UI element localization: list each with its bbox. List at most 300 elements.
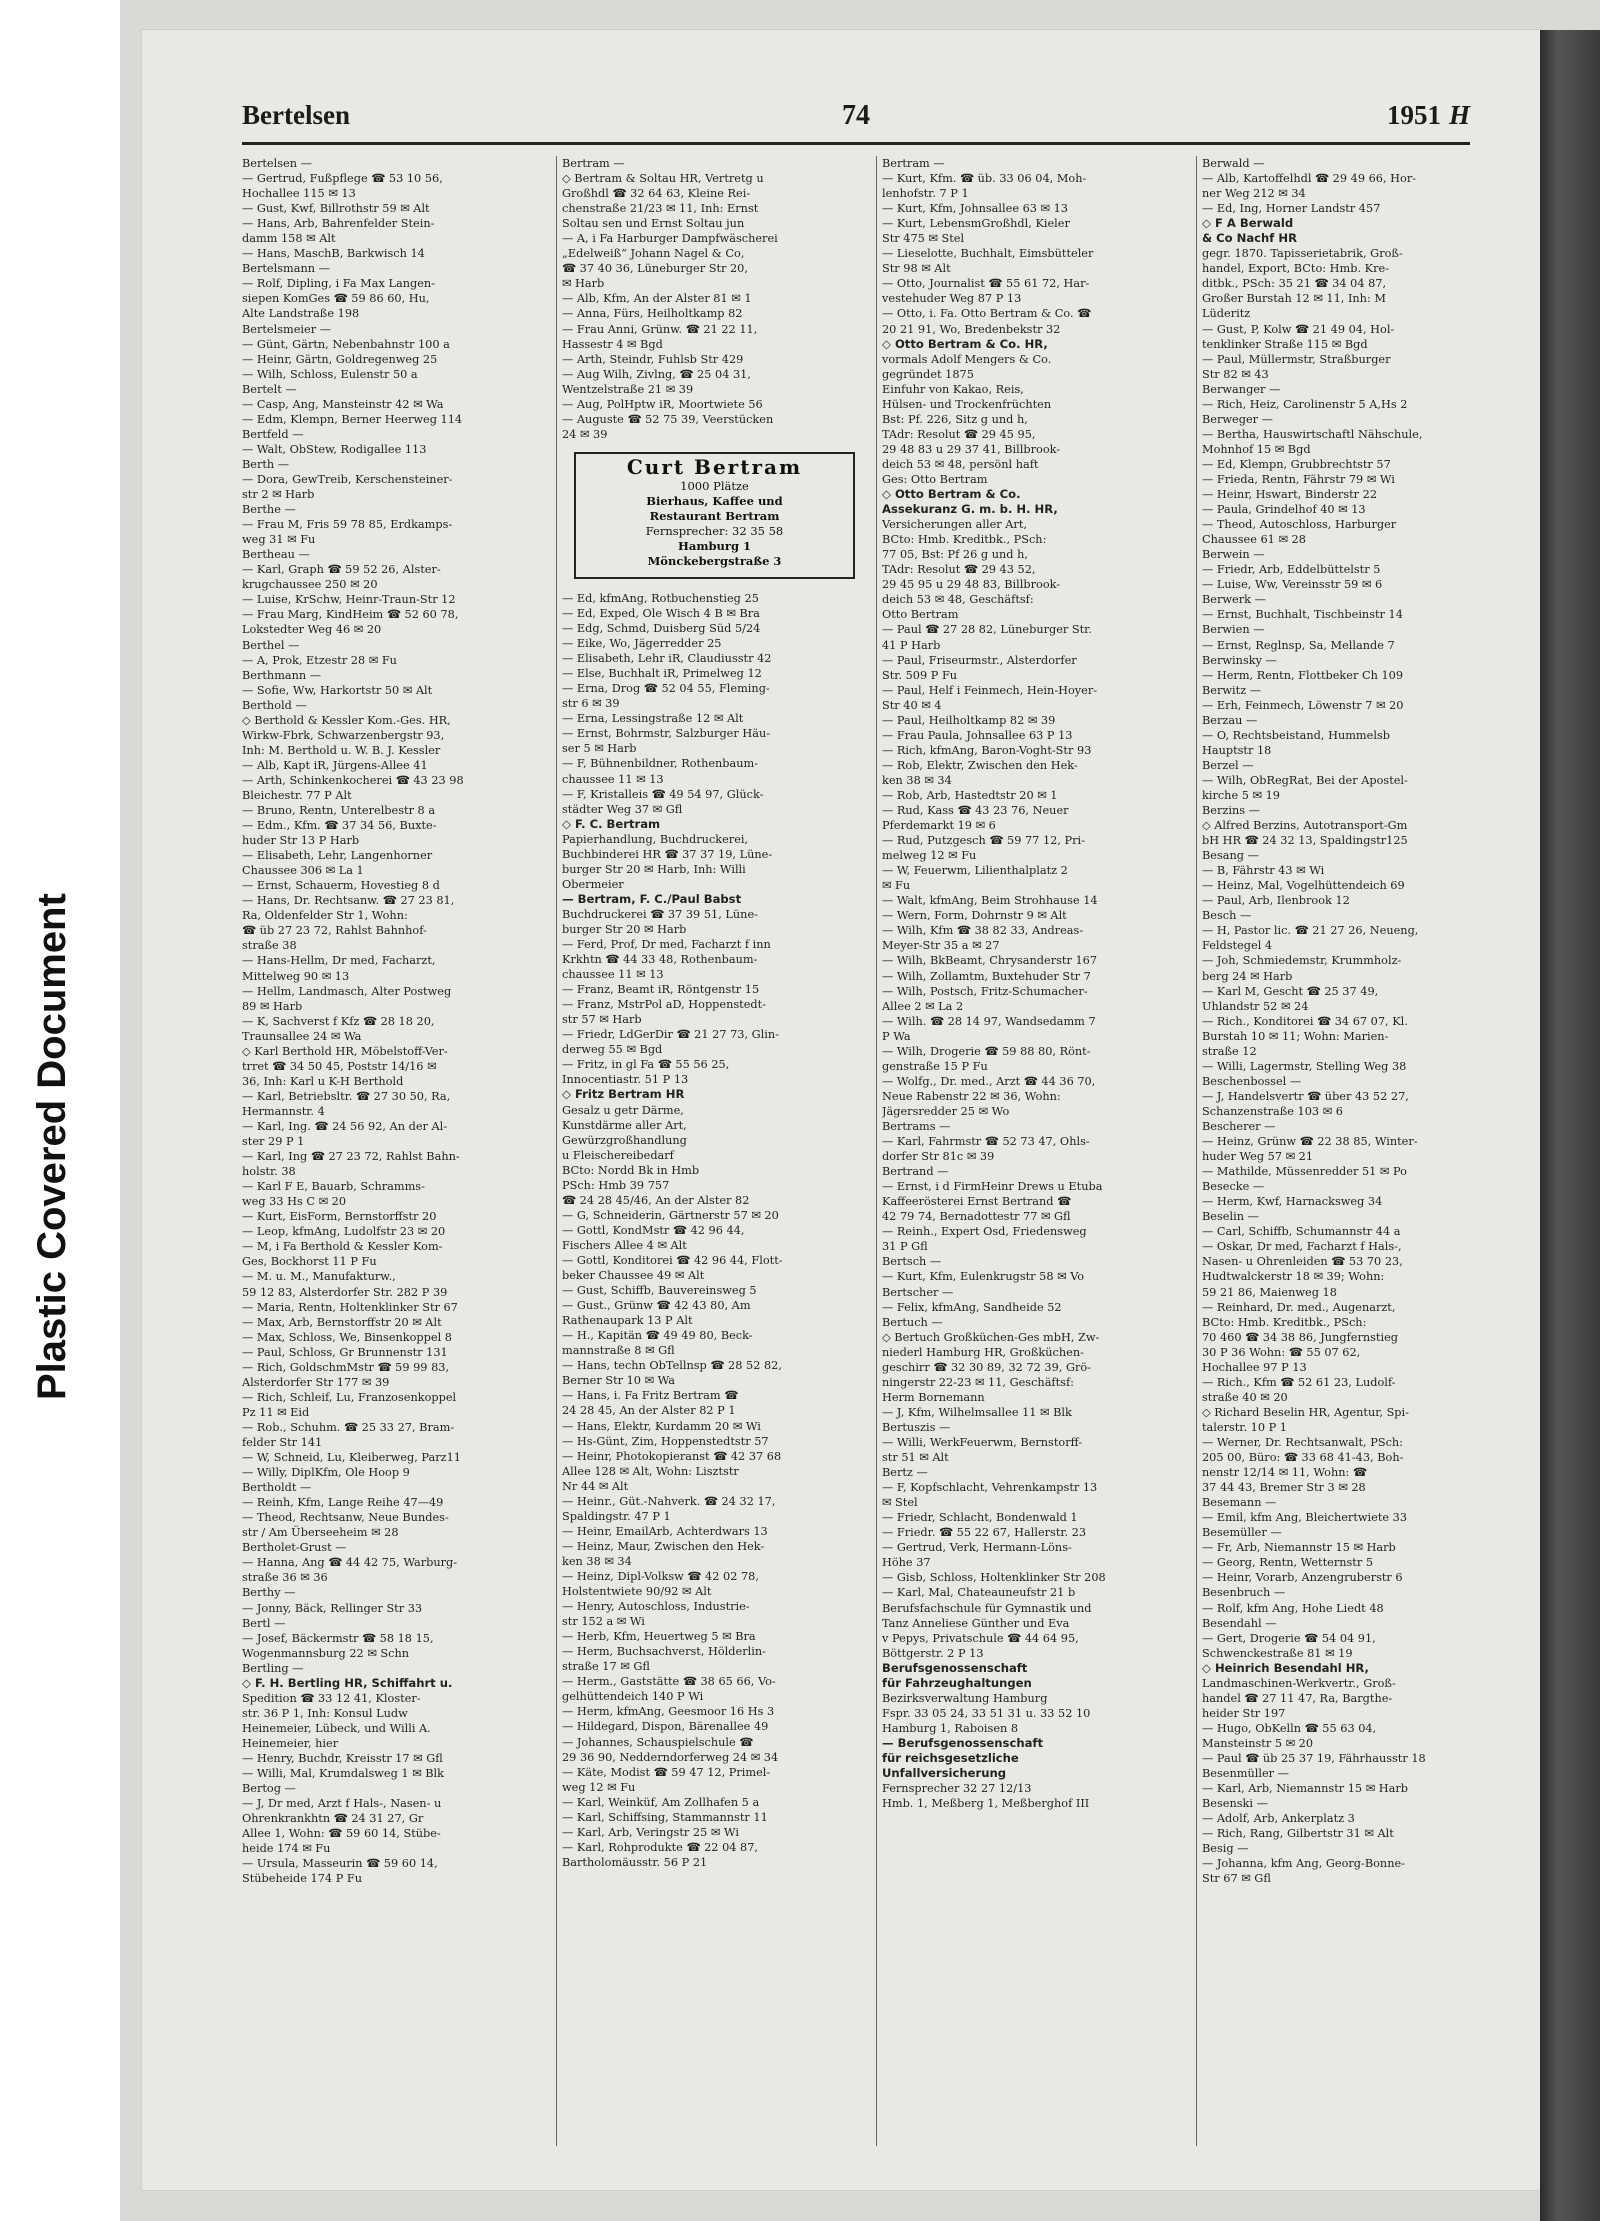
directory-entry-line: Bertog —	[242, 1782, 296, 1796]
directory-entry-line: Berthold —	[242, 698, 307, 712]
directory-entry-line: Heinemeier, hier	[242, 1736, 339, 1750]
directory-entry-line: — Friedr, LdGerDir ☎ 21 27 73, Glin-	[562, 1028, 779, 1042]
directory-entry-line: — Johannes, Schauspielschule ☎	[562, 1735, 754, 1749]
directory-entry-line: — Karl, Rohprodukte ☎ 22 04 87,	[562, 1840, 759, 1854]
year-text: 1951	[1386, 100, 1441, 130]
directory-entry-line: — Felix, kfmAng, Sandheide 52	[882, 1300, 1062, 1314]
directory-entry-line: — Franz, Beamt iR, Röntgenstr 15	[562, 983, 760, 997]
directory-entry-line: — Anna, Fürs, Heilholtkamp 82	[562, 307, 743, 321]
directory-entry-line: 29 36 90, Nedderndorferweg 24 ✉ 34	[562, 1750, 779, 1764]
directory-entry-line: Stübeheide 174 P Fu	[242, 1872, 363, 1886]
directory-entry-line: handel, Export, BCto: Hmb. Kre-	[1202, 262, 1389, 276]
directory-entry-line: ☎ 24 28 45/46, An der Alster 82	[562, 1193, 750, 1207]
directory-entry-line: mannstraße 8 ✉ Gfl	[562, 1344, 675, 1358]
directory-entry-line: 41 P Harb	[882, 638, 941, 652]
directory-entry-line: — Heinz, Dipl-Volksw ☎ 42 02 78,	[562, 1569, 759, 1583]
directory-entry-line: Besecke —	[1202, 1180, 1265, 1194]
directory-entry-line: — Karl, Ing. ☎ 24 56 92, An der Al-	[242, 1120, 448, 1133]
directory-entry-line: — Arth, Steindr, Fuhlsb Str 429	[562, 352, 744, 366]
directory-entry-line: — Günt, Gärtn, Nebenbahnstr 100 a	[242, 337, 450, 351]
directory-entry-line: Burstah 10 ✉ 11; Wohn: Marien-	[1202, 1029, 1389, 1043]
directory-entry-line: — Willi, WerkFeuerwm, Bernstorff-	[882, 1435, 1083, 1449]
directory-entry-line: Berthy —	[242, 1586, 296, 1600]
directory-entry-line: — Heinr, Vorarb, Anzengruberstr 6	[1202, 1571, 1403, 1585]
directory-entry-line: Chaussee 61 ✉ 28	[1202, 533, 1306, 547]
directory-entry-line: Berwitz —	[1202, 683, 1262, 697]
directory-entry-line: Bertelt —	[242, 382, 297, 396]
directory-entry-line: — Frau Paula, Johnsallee 63 P 13	[882, 728, 1073, 742]
directory-entry-line: Papierhandlung, Buchdruckerei,	[562, 832, 749, 846]
directory-entry-line: — Casp, Ang, Mansteinstr 42 ✉ Wa	[242, 397, 444, 411]
directory-entry-line: Besendahl —	[1202, 1616, 1277, 1630]
directory-entry-line: damm 158 ✉ Alt	[242, 232, 336, 246]
directory-entry-line: — Joh, Schmiedemstr, Krummholz-	[1202, 954, 1402, 968]
directory-entry-line: — K, Sachverst f Kfz ☎ 28 18 20,	[242, 1014, 435, 1028]
directory-entry-line: Berwerk —	[1202, 593, 1266, 607]
directory-entry-line: — Josef, Bäckermstr ☎ 58 18 15,	[242, 1631, 434, 1645]
directory-entry-line: — J, Dr med, Arzt f Hals-, Nasen- u	[242, 1797, 442, 1811]
directory-entry-line: — Max, Schloss, We, Binsenkoppel 8	[242, 1330, 452, 1344]
directory-entry-line: straße 17 ✉ Gfl	[562, 1660, 650, 1674]
directory-entry-line: — Ferd, Prof, Dr med, Facharzt f inn	[562, 938, 771, 952]
directory-entry-line: niederl Hamburg HR, Großküchen-	[882, 1345, 1084, 1359]
directory-entry-line: Hauptstr 18	[1202, 743, 1272, 757]
directory-entry-line: Alsterdorfer Str 177 ✉ 39	[242, 1375, 390, 1389]
directory-entry-line: — Frau Anni, Grünw. ☎ 21 22 11,	[562, 322, 758, 336]
directory-entry-line: — Heinz, Mal, Vogelhüttendeich 69	[1202, 879, 1405, 893]
directory-entry-line: — Gisb, Schloss, Holtenklinker Str 208	[882, 1571, 1106, 1585]
directory-entry-line: — Karl, Graph ☎ 59 52 26, Alster-	[242, 563, 441, 577]
directory-entry-line: — Henry, Buchdr, Kreisstr 17 ✉ Gfl	[242, 1751, 443, 1765]
directory-entry-line: — Paul, Schloss, Gr Brunnenstr 131	[242, 1345, 448, 1359]
directory-entry-line: 59 21 86, Maienweg 18	[1202, 1285, 1337, 1299]
directory-entry-line: — Ernst, Bohrmstr, Salzburger Häu-	[562, 727, 771, 741]
directory-entry-line: — Paula, Grindelhof 40 ✉ 13	[1202, 503, 1366, 517]
directory-entry-line: Herm Bornemann	[882, 1390, 985, 1404]
directory-entry-line: — Karl, Arb, Veringstr 25 ✉ Wi	[562, 1825, 739, 1839]
directory-entry-line: — Paul, Heilholtkamp 82 ✉ 39	[882, 713, 1056, 727]
directory-entry-line: Bertling —	[242, 1661, 304, 1675]
column-2-bottom	[562, 591, 867, 1870]
directory-entry-line: — Carl, Schiffb, Schumannstr 44 a	[1202, 1225, 1401, 1239]
directory-entry-line: — Hans, i. Fa Fritz Bertram ☎	[562, 1389, 739, 1403]
directory-entry-line: str 6 ✉ 39	[562, 697, 620, 711]
directory-entry-line: — Karl M, Gescht ☎ 25 37 49,	[1202, 984, 1379, 998]
directory-entry-line: — Willy, DiplKfm, Ole Hoop 9	[242, 1466, 410, 1480]
directory-entry-line: straße 36 ✉ 36	[242, 1571, 328, 1585]
directory-entry-line: ✉ Fu	[882, 879, 911, 893]
directory-entry-line: Bertelsen —	[242, 157, 312, 170]
directory-entry-line: — Karl, Weinküf, Am Zollhafen 5 a	[562, 1795, 760, 1809]
directory-entry-line: gegründet 1875	[882, 367, 974, 381]
directory-entry-line: — Franz, MstrPol aD, Hoppenstedt-	[562, 998, 766, 1012]
directory-entry-line: BCto: Nordd Bk in Hmb	[562, 1163, 700, 1177]
directory-entry-line: — Hans, MaschB, Barkwisch 14	[242, 247, 425, 261]
directory-entry-line: Bescherer —	[1202, 1120, 1276, 1133]
directory-entry-line: — Heinr, Photokopieranst ☎ 42 37 68	[562, 1449, 782, 1463]
directory-entry-line: — Paul, Müllermstr, Straßburger	[1202, 352, 1391, 366]
directory-entry-line: Besig —	[1202, 1842, 1249, 1856]
directory-entry-line: — Gust, Kwf, Billrothstr 59 ✉ Alt	[242, 202, 430, 216]
directory-entry-line: ken 38 ✉ 34	[562, 1554, 632, 1568]
advert-line: Mönckebergstraße 3	[647, 553, 782, 568]
directory-entry-line: Bertsch —	[882, 1255, 942, 1269]
left-margin-strip	[0, 0, 120, 2221]
directory-entry-line: — Gertrud, Verk, Hermann-Löns-	[882, 1541, 1072, 1555]
directory-entry-line: — F, Kristalleis ☎ 49 54 97, Glück-	[562, 787, 764, 801]
directory-entry-line: — W, Feuerwm, Lilienthalplatz 2	[882, 864, 1068, 878]
directory-entry-line: ningerstr 22-23 ✉ 11, Geschäftsf:	[882, 1375, 1074, 1389]
directory-entry-line: — Alb, Kapt iR, Jürgens-Allee 41	[242, 758, 428, 772]
directory-entry-line: 42 79 74, Bernadottestr 77 ✉ Gfl	[882, 1210, 1071, 1224]
directory-entry-line: — Wilh, Schloss, Eulenstr 50 a	[242, 367, 418, 381]
directory-entry-line: — F, Bühnenbildner, Rothenbaum-	[562, 757, 759, 771]
directory-entry-line: Berth —	[242, 457, 290, 471]
directory-entry-line: Mansteinstr 5 ✉ 20	[1202, 1736, 1314, 1750]
directory-entry-line: — Frau M, Fris 59 78 85, Erdkamps-	[242, 518, 453, 532]
directory-entry-line: — Wilh, BkBeamt, Chrysanderstr 167	[882, 954, 1098, 968]
directory-entry-line: Besenbruch —	[1202, 1586, 1286, 1600]
directory-entry-line: — Max, Arb, Bernstorffstr 20 ✉ Alt	[242, 1315, 442, 1329]
directory-entry-line: — Wilh, Drogerie ☎ 59 88 80, Rönt-	[882, 1044, 1091, 1058]
directory-entry-line: Obermeier	[562, 877, 624, 891]
directory-entry-line: Gesalz u getr Därme,	[562, 1103, 684, 1117]
directory-entry-line: Hermannstr. 4	[242, 1104, 325, 1118]
directory-entry-line: für Fahrzeughaltungen	[882, 1675, 1032, 1690]
page-header	[242, 100, 1470, 144]
directory-entry-line: — Edg, Schmd, Duisberg Süd 5/24	[562, 622, 761, 636]
directory-entry-line: lenhofstr. 7 P 1	[882, 187, 969, 201]
directory-entry-line: Fischers Allee 4 ✉ Alt	[562, 1238, 687, 1252]
directory-entry-line: 59 12 83, Alsterdorfer Str. 282 P 39	[242, 1285, 448, 1299]
directory-entry-line: straße 38	[242, 939, 297, 953]
directory-entry-line: — Mathilde, Müssenredder 51 ✉ Po	[1202, 1165, 1407, 1179]
directory-entry-line: beker Chaussee 49 ✉ Alt	[562, 1269, 705, 1283]
directory-entry-line: — Hans, Dr. Rechtsanw. ☎ 27 23 81,	[242, 894, 455, 908]
directory-entry-line: — Ed, Exped, Ole Wisch 4 B ✉ Bra	[562, 606, 760, 620]
advert-line: 1000 Plätze	[680, 478, 749, 493]
directory-entry-line: Neue Rabenstr 22 ✉ 36, Wohn:	[882, 1089, 1061, 1103]
directory-entry-line: — Heinr, Gärtn, Goldregenweg 25	[242, 352, 438, 366]
directory-entry-line: 36, Inh: Karl u K-H Berthold	[242, 1074, 404, 1088]
directory-entry-line: Berthmann —	[242, 668, 322, 682]
directory-entry-line: siepen KomGes ☎ 59 86 60, Hu,	[242, 292, 430, 306]
directory-entry-line: — Werner, Dr. Rechtsanwalt, PSch:	[1202, 1435, 1403, 1449]
directory-entry-line: Soltau sen und Ernst Soltau jun	[562, 217, 745, 231]
directory-entry-line: — Wilh, Kfm ☎ 38 82 33, Andreas-	[882, 924, 1084, 938]
directory-entry-line: — J, Handelsvertr ☎ über 43 52 27,	[1202, 1089, 1409, 1103]
directory-entry-line: melweg 12 ✉ Fu	[882, 849, 977, 863]
directory-entry-line: — Karl, Schiffsing, Stammannstr 11	[562, 1810, 768, 1824]
directory-entry-line: Nr 44 ✉ Alt	[562, 1479, 629, 1493]
directory-entry-line: — Heinz, Maur, Zwischen den Hek-	[562, 1539, 765, 1553]
directory-entry-line: Kaffeerösterei Ernst Bertrand ☎	[882, 1195, 1072, 1209]
directory-entry-line: — Ed, Klempn, Grubbrechtstr 57	[1202, 457, 1391, 471]
directory-entry-line: — Gust, P, Kolw ☎ 21 49 04, Hol-	[1202, 322, 1395, 336]
directory-entry-line: — Ernst, i d FirmHeinr Drews u Etuba	[882, 1180, 1103, 1194]
directory-entry-line: — Ernst, Buchhalt, Tischbeinstr 14	[1202, 608, 1403, 622]
directory-entry-line: — Bertha, Hauswirtschaftl Nähschule,	[1202, 427, 1423, 441]
directory-entry-line: — Hellm, Landmasch, Alter Postweg	[242, 984, 452, 998]
directory-entry-line: — Wolfg., Dr. med., Arzt ☎ 44 36 70,	[882, 1074, 1096, 1088]
directory-entry-line: ◇ Bertram & Soltau HR, Vertretg u	[562, 172, 764, 186]
directory-entry-line: — Paul, Helf i Feinmech, Hein-Hoyer-	[882, 683, 1098, 697]
directory-entry-line: — Karl, Ing ☎ 27 23 72, Rahlst Bahn-	[242, 1150, 460, 1164]
directory-entry-line: Bezirksverwaltung Hamburg	[882, 1691, 1048, 1705]
directory-entry-line: 31 P Gfl	[882, 1240, 928, 1254]
directory-entry-line: — Otto, i. Fa. Otto Bertram & Co. ☎	[882, 307, 1092, 321]
directory-entry-line: — Rich, kfmAng, Baron-Voght-Str 93	[882, 743, 1092, 757]
directory-entry-line: — Kurt, Kfm, Johnsallee 63 ✉ 13	[882, 202, 1068, 216]
directory-entry-line: Lüderitz	[1202, 307, 1251, 321]
directory-entry-line: — Hans, techn ObTellnsp ☎ 28 52 82,	[562, 1359, 782, 1373]
directory-entry-line: berg 24 ✉ Harb	[1202, 969, 1293, 983]
directory-entry-line: — Reinh, Kfm, Lange Reihe 47—49	[242, 1496, 444, 1510]
directory-entry-line: krugchaussee 250 ✉ 20	[242, 578, 378, 592]
directory-entry-line: Bertscher —	[882, 1285, 954, 1299]
directory-entry-line: Str 40 ✉ 4	[882, 698, 942, 712]
directory-entry-line: Tanz Anneliese Günther und Eva	[882, 1616, 1070, 1630]
directory-entry-line: 30 P 36 Wohn: ☎ 55 07 62,	[1202, 1345, 1361, 1359]
directory-entry-line: heide 174 ✉ Fu	[242, 1842, 331, 1856]
directory-entry-line: Wirkw-Fbrk, Schwarzenbergstr 93,	[242, 728, 445, 742]
directory-entry-line: ☎ üb 27 23 72, Rahlst Bahnhof-	[242, 924, 427, 938]
directory-entry-line: Wogenmannsburg 22 ✉ Schn	[242, 1646, 410, 1660]
directory-entry-line: — Luise, Ww, Vereinsstr 59 ✉ 6	[1202, 578, 1383, 592]
directory-entry-line: Rathenaupark 13 P Alt	[562, 1314, 693, 1328]
directory-entry-line: — Reinhard, Dr. med., Augenarzt,	[1202, 1300, 1396, 1314]
directory-entry-line: Berzau —	[1202, 713, 1258, 727]
directory-entry-line: ◇ Heinrich Besendahl HR,	[1202, 1660, 1369, 1675]
directory-entry-line: — Elisabeth, Lehr iR, Claudiusstr 42	[562, 652, 772, 666]
directory-entry-line: — Rich, GoldschmMstr ☎ 59 99 83,	[242, 1360, 450, 1374]
directory-entry-line: BCto: Hmb. Kreditbk., PSch:	[882, 533, 1047, 547]
directory-entry-line: Hudtwalckerstr 18 ✉ 39; Wohn:	[1202, 1270, 1385, 1284]
curt-bertram-advert	[574, 452, 855, 579]
directory-entry-line: — A, Prok, Etzestr 28 ✉ Fu	[242, 653, 397, 667]
directory-entry-line: deich 53 ✉ 48, persönl haft	[882, 457, 1039, 471]
directory-entry-line: Str 98 ✉ Alt	[882, 262, 951, 276]
directory-entry-line: — Hs-Günt, Zim, Hoppenstedtstr 57	[562, 1434, 769, 1448]
directory-entry-line: Berwanger —	[1202, 382, 1281, 396]
directory-entry-line: Feldstegel 4	[1202, 939, 1273, 953]
directory-entry-line: — J, Kfm, Wilhelmsallee 11 ✉ Blk	[882, 1405, 1072, 1419]
directory-entry-line: vestehuder Weg 87 P 13	[882, 292, 1022, 306]
directory-entry-line: str 2 ✉ Harb	[242, 488, 315, 502]
directory-entry-line: Bartholomäusstr. 56 P 21	[562, 1855, 708, 1869]
directory-entry-line: chaussee 11 ✉ 13	[562, 772, 664, 786]
directory-entry-line: Schwenckestraße 81 ✉ 19	[1202, 1646, 1353, 1660]
column-3	[882, 156, 1187, 2166]
directory-entry-line: Mittelweg 90 ✉ 13	[242, 969, 350, 983]
directory-entry-line: talerstr. 10 P 1	[1202, 1420, 1287, 1434]
header-rule	[242, 142, 1470, 145]
directory-entry-line: — Erh, Feinmech, Löwenstr 7 ✉ 20	[1202, 698, 1404, 712]
directory-entry-line: Fspr. 33 05 24, 33 51 31 u. 33 52 10	[882, 1706, 1091, 1720]
directory-entry-line: ◇ Otto Bertram & Co.	[882, 487, 1021, 502]
directory-entry-line: Bleichestr. 77 P Alt	[242, 788, 352, 802]
directory-entry-line: — Elisabeth, Lehr, Langenhorner	[242, 849, 433, 863]
directory-entry-line: städter Weg 37 ✉ Gfl	[562, 802, 683, 816]
directory-entry-line: — Bruno, Rentn, Unterelbestr 8 a	[242, 804, 436, 818]
directory-entry-line: — Friedr, Schlacht, Bondenwald 1	[882, 1511, 1078, 1525]
advert-line: Fernsprecher: 32 35 58	[645, 523, 784, 538]
directory-entry-line: Besenski —	[1202, 1797, 1268, 1811]
directory-entry-line: ◇ Bertuch Großküchen-Ges mbH, Zw-	[882, 1330, 1100, 1344]
directory-entry-line: — Kurt, Kfm, Eulenkrugstr 58 ✉ Vo	[882, 1270, 1085, 1284]
directory-entry-line: — Ernst, Schauerm, Hovestieg 8 d	[242, 879, 440, 893]
directory-entry-line: Hülsen- und Trockenfrüchten	[882, 397, 1052, 411]
directory-entry-line: — Rob, Arb, Hastedtstr 20 ✉ 1	[882, 788, 1058, 802]
directory-entry-line: — Karl, Mal, Chateauneufstr 21 b	[882, 1586, 1076, 1600]
directory-entry-line: 29 45 95 u 29 48 83, Billbrook-	[882, 578, 1061, 592]
directory-entry-line: — Alb, Kfm, An der Alster 81 ✉ 1	[562, 292, 752, 306]
directory-entry-line: — Heinr, Hswart, Binderstr 22	[1202, 488, 1378, 502]
directory-entry-line: Alte Landstraße 198	[242, 307, 360, 321]
directory-entry-line: — Luise, KrSchw, Heinr-Traun-Str 12	[242, 593, 456, 607]
directory-entry-line: — Johanna, kfm Ang, Georg-Bonne-	[1202, 1857, 1405, 1871]
directory-entry-line: holstr. 38	[242, 1165, 296, 1179]
directory-entry-line: — Hugo, ObKelln ☎ 55 63 04,	[1202, 1721, 1377, 1735]
directory-entry-line: — Friedr. ☎ 55 22 67, Hallerstr. 23	[882, 1526, 1087, 1540]
directory-entry-line: — Herb, Kfm, Heuertweg 5 ✉ Bra	[562, 1630, 756, 1644]
directory-entry-line: Bertholdt —	[242, 1481, 312, 1495]
directory-entry-line: Berweger —	[1202, 412, 1273, 426]
directory-entry-line: straße 40 ✉ 20	[1202, 1390, 1288, 1404]
directory-entry-line: Berthel —	[242, 638, 300, 652]
directory-entry-line: Berzins —	[1202, 804, 1260, 818]
directory-entry-line: Spaldingstr. 47 P 1	[562, 1509, 671, 1523]
directory-entry-line: — Herm, Kwf, Harnacksweg 34	[1202, 1195, 1383, 1209]
directory-entry-line: — Wern, Form, Dohrnstr 9 ✉ Alt	[882, 909, 1067, 923]
directory-entry-line: Berzel —	[1202, 758, 1254, 772]
directory-entry-line: — Ernst, Reglnsp, Sa, Mellande 7	[1202, 638, 1395, 652]
directory-entry-line: — W, Schneid, Lu, Kleiberweg, Parz11	[242, 1451, 461, 1465]
directory-entry-line: — Wilh, ObRegRat, Bei der Apostel-	[1202, 773, 1408, 787]
directory-entry-line: ◇ Fritz Bertram HR	[562, 1087, 685, 1102]
directory-entry-line: Bertram —	[562, 157, 625, 170]
directory-entry-line: — Ursula, Masseurin ☎ 59 60 14,	[242, 1857, 438, 1871]
directory-entry-line: — Rich., Kfm ☎ 52 61 23, Ludolf-	[1202, 1375, 1396, 1389]
directory-entry-line: deich 53 ✉ 48, Geschäftsf:	[882, 593, 1034, 607]
directory-entry-line: PSch: Hmb 39 757	[562, 1178, 670, 1192]
directory-entry-line: — Erna, Drog ☎ 52 04 55, Fleming-	[562, 682, 770, 696]
directory-entry-line: — Rolf, kfm Ang, Hohe Liedt 48	[1202, 1601, 1384, 1615]
directory-entry-line: TAdr: Resolut ☎ 29 45 95,	[882, 427, 1036, 441]
directory-entry-line: v Pepys, Privatschule ☎ 44 64 95,	[882, 1631, 1079, 1645]
directory-entry-line: — Heinz, Grünw ☎ 22 38 85, Winter-	[1202, 1135, 1418, 1149]
directory-entry-line: Kunstdärme aller Art,	[562, 1118, 687, 1132]
directory-entry-line: — Karl, Betriebsltr. ☎ 27 30 50, Ra,	[242, 1089, 451, 1103]
directory-entry-line: dorfer Str 81c ✉ 39	[882, 1150, 995, 1164]
directory-entry-line: — A, i Fa Harburger Dampfwäscherei	[562, 232, 778, 246]
directory-entry-line: ster 29 P 1	[242, 1135, 305, 1149]
directory-entry-line: Uhlandstr 52 ✉ 24	[1202, 999, 1309, 1013]
side-label: Plastic Covered Document	[30, 893, 74, 1400]
directory-entry-line: — Paul, Friseurmstr., Alsterdorfer	[882, 653, 1077, 667]
directory-entry-line: Wentzelstraße 21 ✉ 39	[562, 382, 694, 396]
header-year	[1387, 100, 1470, 131]
directory-entry-line: — Edm., Kfm. ☎ 37 34 56, Buxte-	[242, 819, 437, 833]
directory-entry-line: handel ☎ 27 11 47, Ra, Bargthe-	[1202, 1691, 1393, 1705]
directory-entry-line: Versicherungen aller Art,	[882, 518, 1027, 532]
advert-line: Restaurant Bertram	[649, 508, 780, 523]
directory-entry-line: Otto Bertram	[882, 608, 959, 622]
directory-entry-line: — Gottl, Konditorei ☎ 42 96 44, Flott-	[562, 1254, 783, 1267]
directory-entry-line: Höhe 37	[882, 1556, 931, 1570]
directory-entry-line: Allee 128 ✉ Alt, Wohn: Lisztstr	[562, 1464, 739, 1478]
directory-entry-line: — Rud, Putzgesch ☎ 59 77 12, Pri-	[882, 834, 1085, 848]
column-2-top	[562, 156, 867, 442]
directory-entry-line: Besemann —	[1202, 1496, 1277, 1510]
directory-entry-line: — Alb, Kartoffelhdl ☎ 29 49 66, Hor-	[1202, 172, 1417, 186]
directory-entry-line: Str. 509 P Fu	[882, 668, 958, 682]
directory-entry-line: Hochallee 97 P 13	[1202, 1360, 1307, 1374]
directory-entry-line: — Edm, Klempn, Berner Heerweg 114	[242, 412, 463, 426]
directory-entry-line: — Berufsgenossenschaft	[882, 1735, 1043, 1750]
directory-entry-line: 24 ✉ 39	[562, 427, 608, 441]
directory-entry-line: genstraße 15 P Fu	[882, 1059, 988, 1073]
directory-entry-line: — Aug, PolHptw iR, Moortwiete 56	[562, 397, 763, 411]
directory-entry-line: — Fritz, in gl Fa ☎ 55 56 25,	[562, 1058, 730, 1072]
directory-entry-line: — Heinr., Güt.-Nahverk. ☎ 24 32 17,	[562, 1494, 776, 1508]
directory-entry-line: — M, i Fa Berthold & Kessler Kom-	[242, 1240, 443, 1254]
directory-entry-line: Besch —	[1202, 909, 1252, 923]
directory-entry-line: ✉ Harb	[562, 277, 605, 291]
column-divider	[1196, 156, 1197, 2146]
directory-entry-line: ◇ Alfred Berzins, Autotransport-Gm	[1202, 819, 1408, 833]
directory-entry-line: — Käte, Modist ☎ 59 47 12, Primel-	[562, 1765, 771, 1779]
directory-entry-line: — Herm, Rentn, Flottbeker Ch 109	[1202, 668, 1404, 682]
header-keyword: Bertelsen	[242, 100, 350, 130]
directory-entry-line: Einfuhr von Kakao, Reis,	[882, 382, 1024, 396]
directory-entry-line: Ges, Bockhorst 11 P Fu	[242, 1255, 377, 1269]
directory-entry-line: — Hildegard, Dispon, Bärenallee 49	[562, 1720, 769, 1734]
directory-entry-line: — Rich, Heiz, Carolinenstr 5 A,Hs 2	[1202, 397, 1408, 411]
directory-entry-line: — Sofie, Ww, Harkortstr 50 ✉ Alt	[242, 683, 433, 697]
directory-entry-line: Bertheau —	[242, 548, 310, 562]
advert-title: Curt Bertram	[626, 454, 803, 479]
directory-entry-line: — Aug Wilh, Zivlng, ☎ 25 04 31,	[562, 367, 751, 381]
directory-entry-line: Chaussee 306 ✉ La 1	[242, 864, 364, 878]
directory-entry-line: ◇ Karl Berthold HR, Möbelstoff-Ver-	[242, 1044, 448, 1058]
directory-entry-line: 29 48 83 u 29 37 41, Billbrook-	[882, 442, 1061, 456]
directory-entry-line: Buchbinderei HR ☎ 37 37 19, Lüne-	[562, 847, 773, 861]
directory-entry-line: ☎ 37 40 36, Lüneburger Str 20,	[562, 262, 748, 276]
directory-entry-line: weg 12 ✉ Fu	[562, 1780, 636, 1794]
directory-entry-line: — Oskar, Dr med, Facharzt f Hals-,	[1202, 1240, 1402, 1254]
directory-entry-line: Gewürzgroßhandlung	[562, 1133, 687, 1147]
directory-entry-line: ◇ F A Berwald	[1202, 216, 1294, 231]
directory-entry-line: Buchdruckerei ☎ 37 39 51, Lüne-	[562, 907, 758, 921]
directory-entry-line: — Ed, Ing, Horner Landstr 457	[1202, 202, 1381, 216]
directory-entry-line: Berwald —	[1202, 157, 1265, 170]
directory-entry-line: Bertuszis —	[882, 1420, 951, 1434]
directory-entry-line: bH HR ☎ 24 32 13, Spaldingstr125	[1202, 834, 1408, 848]
directory-entry-line: Allee 2 ✉ La 2	[882, 999, 964, 1013]
directory-entry-line: Holstentwiete 90/92 ✉ Alt	[562, 1585, 712, 1599]
directory-entry-line: str 152 a ✉ Wi	[562, 1615, 645, 1629]
directory-entry-line: — Hanna, Ang ☎ 44 42 75, Warburg-	[242, 1556, 458, 1570]
directory-entry-line: — Wilh, Zollamtm, Buxtehuder Str 7	[882, 969, 1091, 983]
directory-entry-line: 20 21 91, Wo, Bredenbekstr 32	[882, 322, 1061, 336]
directory-entry-line: kirche 5 ✉ 19	[1202, 788, 1280, 802]
column-divider	[876, 156, 877, 2146]
directory-entry-line: Besenmüller —	[1202, 1767, 1289, 1781]
directory-entry-line: Hassestr 4 ✉ Bgd	[562, 337, 663, 351]
directory-entry-line: — Rich, Rang, Gilbertstr 31 ✉ Alt	[1202, 1827, 1394, 1841]
directory-entry-line: — F, Kopfschlacht, Vehrenkampstr 13	[882, 1481, 1098, 1495]
